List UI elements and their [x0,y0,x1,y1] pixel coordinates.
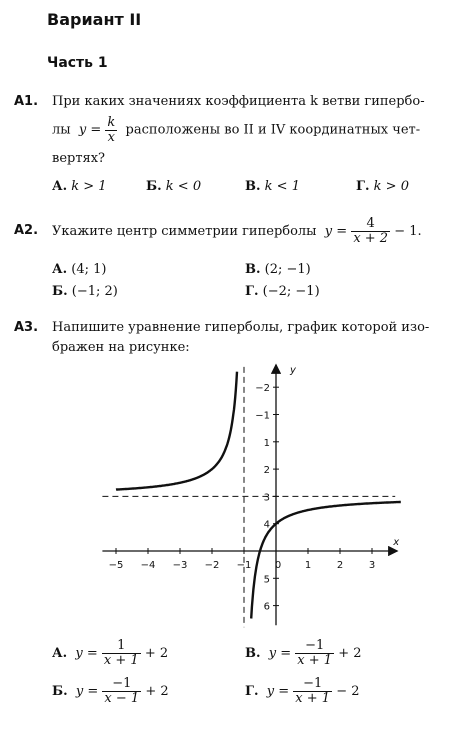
x-tick-label: 0 [274,560,282,571]
question-number: А2. [14,223,39,238]
question-text: Укажите центр симметрии гиперболы y = $\frac{4}{x + 2}$ − 1. [52,216,422,246]
question-text-line1: Напишите уравнение гиперболы, график которой изо- [52,320,430,335]
y-tick-label: −2 [255,383,270,395]
answer-option: Г. y = $\frac{-1}{x + 1}$ − 2 [245,676,360,706]
y-tick-label: 2 [263,465,270,477]
x-tick-label: 1 [304,560,312,571]
answer-option: В. y = $\frac{-1}{x + 1}$ + 2 [245,638,362,668]
x-tick-label: 2 [336,560,344,571]
y-equals: y = [78,122,102,138]
question-text-line1: При каких значениях коэффициента k ветви гипербо- [52,94,425,109]
y-axis-label: y [290,364,296,376]
question-text-line2: бражен на рисунке: [52,340,190,355]
fraction: $\frac{4}{x + 2}$ [353,216,389,246]
y-tick-label: −1 [255,410,270,422]
answer-option: Г. (−2; −1) [245,284,320,299]
y-tick-label: 5 [263,574,270,586]
answer-option: В. k < 1 [245,179,300,194]
answer-option: Б. k < 0 [146,179,202,194]
hyperbola-left-branch [116,372,237,490]
x-axis-label: x [393,537,400,548]
answer-option: Б. y = $\frac{-1}{x - 1}$ + 2 [52,676,169,706]
x-tick-label: −5 [108,560,124,571]
x-tick-label: 3 [368,560,376,571]
denominator: x [105,130,117,145]
hyperbola-right-branch [251,502,401,619]
question-number: А3. [14,320,39,335]
question-text-line3: вертях? [52,151,106,166]
answer-option: В. (2; −1) [245,262,311,277]
x-tick-label: −3 [172,560,188,571]
y-tick-label: 1 [263,437,270,449]
answer-option: Г. k > 0 [356,179,409,194]
question-number: А1. [14,94,39,109]
graph-layer [102,365,400,627]
y-tick-label: 4 [263,519,270,531]
text-pre: лы [52,122,71,138]
y-equals: y = [324,224,348,239]
text-post: расположены во II и IV координатных чет- [125,122,421,138]
numerator: k [107,115,116,130]
part-title: Часть 1 [47,55,108,71]
y-tick-label: 6 [263,601,270,613]
x-tick-label: −1 [236,560,252,571]
x-tick-label: −2 [204,560,220,571]
variant-title: Вариант II [47,10,142,29]
answer-option: А. y = $\frac{1}{x + 1}$ + 2 [52,638,169,668]
y-tick-label: 3 [263,492,270,504]
answer-option: А. (4; 1) [52,262,107,277]
x-tick-label: −4 [140,560,156,571]
answer-option: А. k > 1 [52,179,107,194]
answer-option: Б. (−1; 2) [52,284,118,299]
